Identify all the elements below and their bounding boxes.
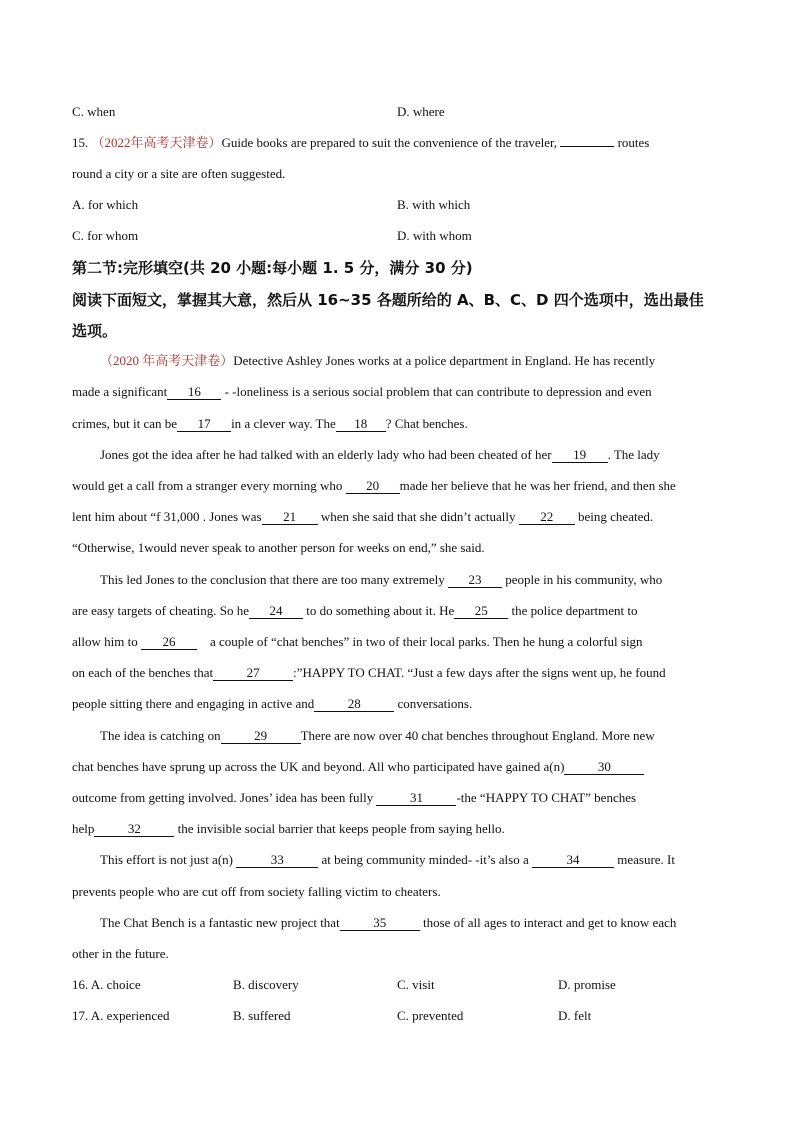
- blank-18: 18: [336, 417, 386, 432]
- blank-33: 33: [236, 853, 318, 868]
- q15-source: （2022年高考天津卷）: [91, 135, 222, 150]
- blank-25: 25: [454, 604, 508, 619]
- text: on each of the benches that: [72, 665, 214, 680]
- text: made a significant: [72, 384, 168, 399]
- text: made her believe that he was her friend, and then she: [399, 478, 676, 493]
- q15-option-d: D. with whom: [397, 228, 472, 243]
- passage-line: other in the future.: [72, 946, 169, 961]
- passage-line: [72, 759, 644, 775]
- blank-21: 21: [262, 510, 318, 525]
- blank-30: 30: [564, 760, 644, 775]
- text: Jones got the idea after he had talked with an elderly lady who had been cheated of her: [100, 447, 552, 462]
- section-instructions: 阅读下面短文，掌握其大意，然后从 16~35 各题所给的 A、B、C、D 四个选项中，选出最佳: [72, 291, 704, 309]
- text: measure. It: [617, 852, 676, 867]
- passage-line: [72, 384, 652, 400]
- text: the police department to: [511, 603, 638, 618]
- q15-number: 15.: [72, 135, 89, 150]
- text: This led Jones to the conclusion that there are too many extremely: [100, 572, 445, 587]
- text: would get a call from a stranger every morning who: [72, 478, 343, 493]
- text: -the “HAPPY TO CHAT” benches: [456, 790, 637, 805]
- passage-line: [100, 728, 655, 744]
- passage-line: [72, 416, 468, 432]
- passage-line: [72, 478, 676, 494]
- text: the invisible social barrier that keeps people from saying hello.: [177, 821, 505, 836]
- text: conversations.: [397, 696, 473, 711]
- passage-line: [72, 603, 638, 619]
- text: outcome from getting involved. Jones’ idea has been fully: [72, 790, 374, 805]
- passage-line: “Otherwise, 1would never speak to another person for weeks on end,” she said.: [72, 540, 485, 555]
- text: lent him about “f 31,000 . Jones was: [72, 509, 262, 524]
- text: a couple of “chat benches” in two of their local parks. Then he hung a colorful sign: [209, 634, 643, 649]
- text: being cheated.: [578, 509, 654, 524]
- text: There are now over 40 chat benches throughout England. More new: [300, 728, 655, 743]
- blank-32: 32: [94, 822, 174, 837]
- text: The Chat Bench is a fantastic new project that: [100, 915, 340, 930]
- text: people in his community, who: [505, 572, 663, 587]
- q15-option-b: B. with which: [397, 197, 471, 212]
- q17-option-a: 17. A. experienced: [72, 1008, 170, 1023]
- passage-line: [100, 915, 676, 931]
- blank-28: 28: [314, 697, 394, 712]
- blank-34: 34: [532, 853, 614, 868]
- passage-line: [72, 509, 653, 525]
- passage-line: [100, 447, 660, 463]
- text: when she said that she didn’t actually: [320, 509, 516, 524]
- q17-option-c: C. prevented: [397, 1008, 464, 1023]
- text: This effort is not just a(n): [100, 852, 233, 867]
- text: people sitting there and engaging in active and: [72, 696, 315, 711]
- q15-text-a: Guide books are prepared to suit the convenience of the traveler,: [221, 135, 558, 150]
- q17-option-b: B. suffered: [233, 1008, 291, 1023]
- section-instructions-cont: 选项。: [72, 322, 118, 340]
- q15-text-b: routes: [617, 135, 650, 150]
- q15-stem-line2: round a city or a site are often suggested.: [72, 166, 286, 181]
- q16-option-b: B. discovery: [233, 977, 299, 992]
- text: . The lady: [607, 447, 660, 462]
- passage-line: [72, 696, 472, 712]
- blank-29: 29: [221, 729, 301, 744]
- blank-19: 19: [552, 448, 608, 463]
- passage-line: [100, 353, 655, 369]
- q14-option-d: D. where: [397, 104, 445, 119]
- passage-line: [72, 665, 666, 681]
- text: - -loneliness is a serious social problem that can contribute to depression and even: [224, 384, 652, 399]
- text: ? Chat benches.: [385, 416, 468, 431]
- passage-line: [72, 634, 643, 650]
- text: at being community minded- -it’s also a: [321, 852, 529, 867]
- blank-35: 35: [340, 916, 420, 931]
- q15-option-c: C. for whom: [72, 228, 139, 243]
- blank-27: 27: [213, 666, 293, 681]
- q16-option-d: D. promise: [558, 977, 616, 992]
- blank-22: 22: [519, 510, 575, 525]
- q15-option-a: A. for which: [72, 197, 139, 212]
- text: those of all ages to interact and get to know each: [422, 915, 677, 930]
- passage-line: [100, 572, 662, 588]
- text: are easy targets of cheating. So he: [72, 603, 249, 618]
- passage-line: prevents people who are cut off from society falling victim to cheaters.: [72, 884, 441, 899]
- q17-option-d: D. felt: [558, 1008, 592, 1023]
- text: in a clever way. The: [231, 416, 336, 431]
- text: Detective Ashley Jones works at a police department in England. He has recently: [233, 353, 656, 368]
- passage-source: （2020 年高考天津卷）: [100, 353, 234, 368]
- text: chat benches have sprung up across the UK and beyond. All who participated have gained a(n): [72, 759, 565, 774]
- q16-option-a: 16. A. choice: [72, 977, 141, 992]
- q15-blank: [560, 146, 614, 147]
- section-title: 第二节:完形填空(共 20 小题:每小题 1. 5 分，满分 30 分): [72, 259, 473, 277]
- text: :”HAPPY TO CHAT. “Just a few days after the signs went up, he found: [293, 665, 666, 680]
- blank-16: 16: [167, 385, 221, 400]
- text: to do something about it. He: [306, 603, 455, 618]
- blank-23: 23: [448, 573, 502, 588]
- text: The idea is catching on: [100, 728, 221, 743]
- q16-option-c: C. visit: [397, 977, 435, 992]
- text: allow him to: [72, 634, 138, 649]
- blank-20: 20: [346, 479, 400, 494]
- q15-stem: [72, 135, 649, 151]
- passage-line: [72, 790, 636, 806]
- text: help: [72, 821, 95, 836]
- text: crimes, but it can be: [72, 416, 178, 431]
- passage-line: [100, 852, 675, 868]
- q14-option-c: C. when: [72, 104, 116, 119]
- blank-31: 31: [376, 791, 456, 806]
- passage-line: [72, 821, 505, 837]
- blank-24: 24: [249, 604, 303, 619]
- blank-26: 26: [141, 635, 197, 650]
- blank-17: 17: [177, 417, 231, 432]
